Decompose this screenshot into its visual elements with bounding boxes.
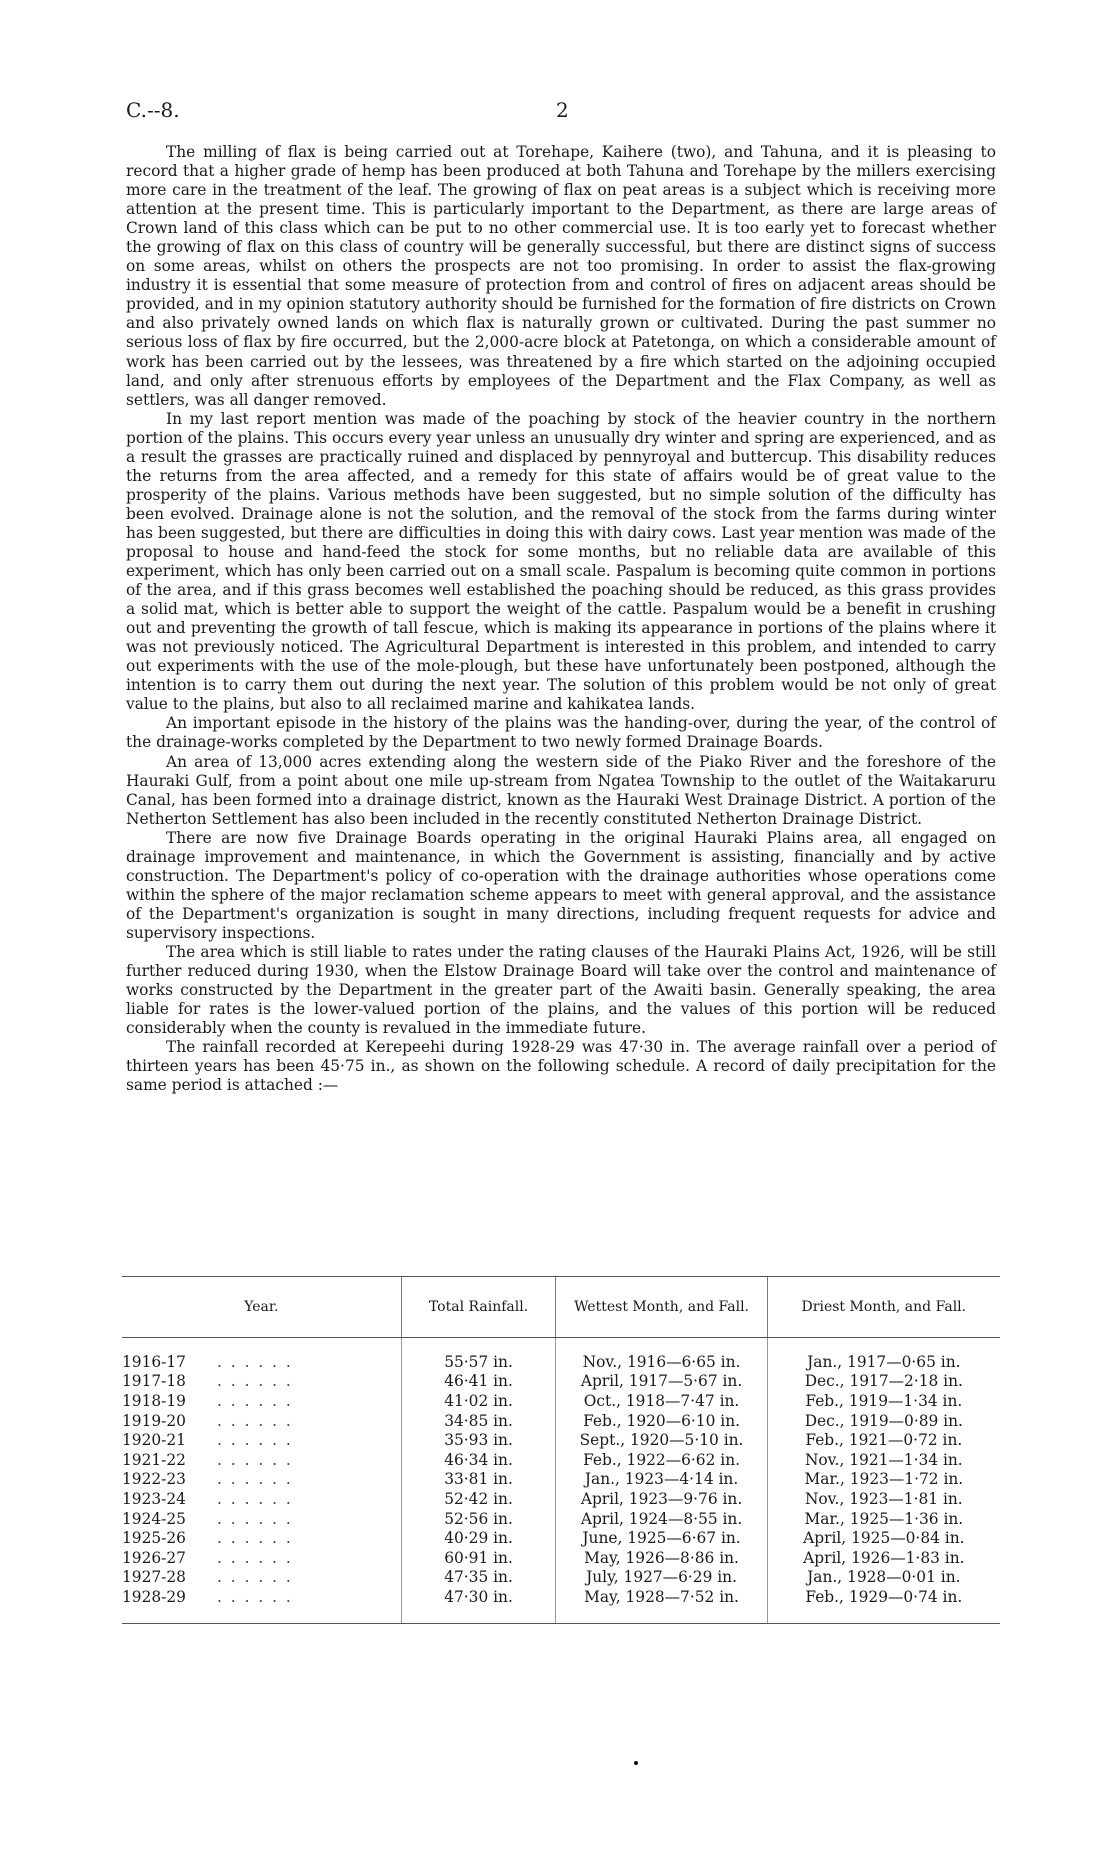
table-row xyxy=(122,1450,1000,1470)
leader-dots: . . . . . . xyxy=(217,1509,293,1528)
header-wettest-month: Wettest Month, and Fall. xyxy=(556,1277,767,1338)
total-cell: 47·35 in. xyxy=(401,1568,556,1588)
header-driest-month: Driest Month, and Fall. xyxy=(767,1277,1000,1338)
wettest-cell: May, 1928—7·52 in. xyxy=(556,1587,767,1623)
driest-cell: Feb., 1929—0·74 in. xyxy=(767,1587,1000,1623)
header-total-rainfall: Total Rainfall. xyxy=(401,1277,556,1338)
leader-dots: . . . . . . xyxy=(217,1587,293,1606)
driest-cell: April, 1926—1·83 in. xyxy=(767,1548,1000,1568)
page-dot-mark xyxy=(634,1761,638,1765)
total-cell: 47·30 in. xyxy=(401,1587,556,1623)
table-row xyxy=(122,1470,1000,1490)
paragraph-handing-over: An important episode in the history of the plains was the handing-over, during the year, of the control of the drainage-works completed by the Department to two newly formed Drainage Boards. xyxy=(126,714,996,752)
paragraph-drainage-district: An area of 13,000 acres extending along the western side of the Piako River and the foreshore of the Hauraki Gulf, from a point about one mile up-stream from Ngatea Township to the outlet of the Waitakaruru Canal, has been formed into a drainage district, known as the Hauraki West Drainage District. A portion of the Netherton Settlement has also been included in the recently constituted Netherton Drainage District. xyxy=(126,752,996,828)
wettest-cell: April, 1924—8·55 in. xyxy=(556,1509,767,1529)
leader-dots: . . . . . . xyxy=(217,1489,293,1508)
table-row xyxy=(122,1509,1000,1529)
total-cell: 41·02 in. xyxy=(401,1391,556,1411)
driest-cell: Dec., 1917—2·18 in. xyxy=(767,1372,1000,1392)
table-header-row xyxy=(122,1277,1000,1338)
total-cell: 40·29 in. xyxy=(401,1528,556,1548)
rainfall-table xyxy=(122,1276,1000,1624)
driest-cell: Mar., 1925—1·36 in. xyxy=(767,1509,1000,1529)
total-cell: 60·91 in. xyxy=(401,1548,556,1568)
leader-dots: . . . . . . xyxy=(217,1529,293,1548)
total-cell: 35·93 in. xyxy=(401,1430,556,1450)
leader-dots: . . . . . . xyxy=(217,1372,293,1391)
paragraph-rating-area: The area which is still liable to rates under the rating clauses of the Hauraki Plains Act, 1926, will be still further reduced during 1930, when the Elstow Drainage Board will take over the control and maintenance of works constructed by the Department in the greater part of the Awaiti basin. Generally speaking, the area liable for rates is the lower-valued portion of the plains, and the values of this portion will be reduced considerably when the county is revalued in the immediate future. xyxy=(126,942,996,1038)
body-text xyxy=(126,143,996,1095)
leader-dots: . . . . . . xyxy=(217,1411,293,1430)
total-cell: 46·41 in. xyxy=(401,1372,556,1392)
total-cell: 52·42 in. xyxy=(401,1489,556,1509)
year-cell: 1926-27 xyxy=(122,1548,186,1567)
driest-cell: April, 1925—0·84 in. xyxy=(767,1528,1000,1548)
table-row xyxy=(122,1587,1000,1623)
wettest-cell: Oct., 1918—7·47 in. xyxy=(556,1391,767,1411)
paragraph-poaching: In my last report mention was made of the poaching by stock of the heavier country in the northern portion of the plains. This occurs every year unless an unusually dry winter and spring are experienced, and as a result the grasses are practically ruined and displaced by pennyroyal and buttercup. This disability reduces the returns from the area affected, and a remedy for this state of affairs would be of great value to the prosperity of the plains. Various methods have been suggested, but no simple solution of the difficulty has been evolved. Drainage alone is not the solution, and the removal of the stock from the farms during winter has been suggested, but there are difficulties in doing this with dairy cows. Last year mention was made of the proposal to house and hand-feed the stock for some months, but no reliable data are available of this experiment, which has only been carried out on a small scale. Paspalum is becoming quite common in portions of the area, and if this grass becomes well established the poaching should be reduced, as this grass provides a solid mat, which is better able to support the weight of the cattle. Paspalum would be a benefit in crushing out and preventing the growth of tall fescue, which is making its appearance in portions of the plains where it was not previously noticed. The Agricultural Department is interested in this problem, and intended to carry out experiments with the use of the mole-plough, but these have unfortunately been postponed, although the intention is to carry them out during the next year. The solution of this problem would be not only of great value to the plains, but also to all reclaimed marine and kahikatea lands. xyxy=(126,409,997,714)
table-row xyxy=(122,1411,1000,1431)
paragraph-flax-milling: The milling of flax is being carried out at Torehape, Kaihere (two), and Tahuna, and it is pleasing to record that a higher grade of hemp has been produced at both Tahuna and Torehape by the millers exercising more care in the treatment of the leaf. The growing of flax on peat areas is a subject which is receiving more attention at the present time. This is particularly important to the Department, as there are large areas of Crown land of this class which can be put to no other commercial use. It is too early yet to forecast whether the growing of flax on this class of country will be generally successful, but there are distinct signs of success on some areas, whilst on others the prospects are not too promising. In order to assist the flax-growing industry it is essential that some measure of protection from and control of fires on adjacent areas should be provided, and in my opinion statutory authority should be furnished for the formation of fire districts on Crown and also privately owned lands on which flax is naturally grown or cultivated. During the past summer no serious loss of flax by fire occurred, but the 2,000-acre block at Patetonga, on which a considerable amount of work has been carried out by the lessees, was threatened by a fire which started on the adjoining occupied land, and only after strenuous efforts by employees of the Department and the Flax Company, as well as settlers, was all danger removed. xyxy=(126,143,996,409)
year-cell: 1919-20 xyxy=(122,1411,186,1430)
driest-cell: Jan., 1928—0·01 in. xyxy=(767,1568,1000,1588)
wettest-cell: April, 1917—5·67 in. xyxy=(556,1372,767,1392)
total-cell: 55·57 in. xyxy=(401,1338,556,1372)
table-row xyxy=(122,1391,1000,1411)
total-cell: 34·85 in. xyxy=(401,1411,556,1431)
leader-dots: . . . . . . xyxy=(217,1470,293,1489)
total-cell: 46·34 in. xyxy=(401,1450,556,1470)
driest-cell: Dec., 1919—0·89 in. xyxy=(767,1411,1000,1431)
leader-dots: . . . . . . xyxy=(217,1568,293,1587)
year-cell: 1916-17 xyxy=(122,1352,186,1371)
leader-dots: . . . . . . xyxy=(217,1391,293,1410)
paragraph-drainage-boards: There are now five Drainage Boards operating in the original Hauraki Plains area, all engaged on drainage improvement and maintenance, in which the Government is assisting, financially and by active construction. The Department's policy of co-operation with the drainage authorities whose operations come within the sphere of the major reclamation scheme appears to meet with general approval, and the assistance of the Department's organization is sought in many directions, including frequent requests for advice and supervisory inspections. xyxy=(126,828,996,942)
year-cell: 1928-29 xyxy=(122,1587,186,1606)
header-year: Year. xyxy=(122,1277,401,1338)
table-row xyxy=(122,1568,1000,1588)
wettest-cell: Sept., 1920—5·10 in. xyxy=(556,1430,767,1450)
year-cell: 1925-26 xyxy=(122,1529,186,1548)
wettest-cell: Feb., 1920—6·10 in. xyxy=(556,1411,767,1431)
year-cell: 1921-22 xyxy=(122,1450,186,1469)
total-cell: 52·56 in. xyxy=(401,1509,556,1529)
year-cell: 1927-28 xyxy=(122,1568,186,1587)
document-code: C.--8. xyxy=(126,98,180,122)
driest-cell: Nov., 1923—1·81 in. xyxy=(767,1489,1000,1509)
table-row xyxy=(122,1338,1000,1372)
leader-dots: . . . . . . xyxy=(217,1352,293,1371)
table-row xyxy=(122,1430,1000,1450)
wettest-cell: Feb., 1922—6·62 in. xyxy=(556,1450,767,1470)
total-cell: 33·81 in. xyxy=(401,1470,556,1490)
year-cell: 1924-25 xyxy=(122,1509,186,1528)
wettest-cell: Jan., 1923—4·14 in. xyxy=(556,1470,767,1490)
driest-cell: Feb., 1919—1·34 in. xyxy=(767,1391,1000,1411)
table-row xyxy=(122,1528,1000,1548)
paragraph-rainfall: The rainfall recorded at Kerepeehi during 1928-29 was 47·30 in. The average rainfall over a period of thirteen years has been 45·75 in., as shown on the following schedule. A record of daily precipitation for the same period is attached :— xyxy=(126,1038,996,1095)
year-cell: 1922-23 xyxy=(122,1470,186,1489)
year-cell: 1920-21 xyxy=(122,1431,186,1450)
driest-cell: Jan., 1917—0·65 in. xyxy=(767,1338,1000,1372)
year-cell: 1917-18 xyxy=(122,1372,186,1391)
leader-dots: . . . . . . xyxy=(217,1450,293,1469)
wettest-cell: June, 1925—6·67 in. xyxy=(556,1528,767,1548)
driest-cell: Feb., 1921—0·72 in. xyxy=(767,1430,1000,1450)
year-cell: 1923-24 xyxy=(122,1489,186,1508)
wettest-cell: April, 1923—9·76 in. xyxy=(556,1489,767,1509)
page-number: 2 xyxy=(556,98,569,122)
driest-cell: Mar., 1923—1·72 in. xyxy=(767,1470,1000,1490)
year-cell: 1918-19 xyxy=(122,1391,186,1410)
driest-cell: Nov., 1921—1·34 in. xyxy=(767,1450,1000,1470)
page-header xyxy=(126,98,996,128)
wettest-cell: Nov., 1916—6·65 in. xyxy=(556,1338,767,1372)
wettest-cell: May, 1926—8·86 in. xyxy=(556,1548,767,1568)
leader-dots: . . . . . . xyxy=(217,1431,293,1450)
leader-dots: . . . . . . xyxy=(217,1548,293,1567)
wettest-cell: July, 1927—6·29 in. xyxy=(556,1568,767,1588)
table-row xyxy=(122,1489,1000,1509)
table-row xyxy=(122,1548,1000,1568)
table-row xyxy=(122,1372,1000,1392)
